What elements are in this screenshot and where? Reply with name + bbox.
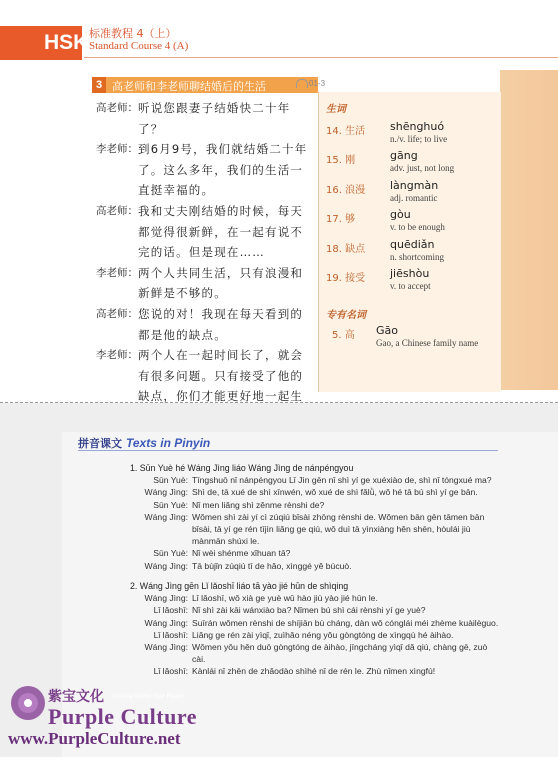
pinyin-text-title: 1. Sūn Yuè hé Wáng Jìng liáo Wáng Jìng de nánpéngyou bbox=[130, 463, 354, 473]
pinyin-line: Liǎng ge rén zài yìqǐ, zuìhǎo néng yǒu gòngtóng de xìngqù hé àihào. bbox=[192, 629, 454, 640]
speaker: 高老师： bbox=[96, 204, 138, 217]
vocab-number: 14. 生活 bbox=[326, 126, 366, 137]
pinyin-line: Wǒmen shì zài yí cì zúqiú bǐsài zhōng rènshi de. Wǒmen bān gēn tāmen bān bbox=[192, 511, 485, 522]
pinyin-speaker: Sūn Yuè: bbox=[153, 499, 188, 510]
pinyin-text-2 bbox=[130, 580, 498, 678]
pinyin-line: Tā bùjǐn zúqiú tī de hǎo, xìnggé yě búcuò. bbox=[192, 560, 352, 571]
pinyin-line: Kànlái nǐ zhēn de zhǎodào shìhé nǐ de rén le. Zhù nǐmen xìngfú! bbox=[192, 666, 436, 677]
dialogue-turn bbox=[96, 263, 312, 304]
vocab-pinyin: gāng bbox=[390, 149, 418, 162]
pinyin-speaker: Lǐ lǎoshī: bbox=[153, 605, 188, 616]
vocab-definition: adv. just, not long bbox=[390, 163, 455, 173]
utterance: 两个人在一起时间长了，就会有很多问题。只有接受了他的缺点，你们才能更好地一起生 bbox=[138, 348, 304, 404]
vocab-definition: n./v. life; to live bbox=[390, 134, 448, 144]
proper-noun-definition: Gao, a Chinese family name bbox=[376, 338, 479, 348]
logo-url[interactable]: www.PurpleCulture.net bbox=[8, 729, 181, 748]
pinyin-speaker bbox=[130, 523, 192, 535]
pinyin-speaker: Sūn Yuè: bbox=[153, 475, 188, 486]
pinyin-line: mànmān shúxi le. bbox=[192, 536, 260, 547]
pinyin-speaker: Sūn Yuè: bbox=[153, 548, 188, 559]
pinyin-heading bbox=[78, 435, 210, 451]
pinyin-speaker bbox=[130, 535, 192, 547]
vocab-number: 17. 够 bbox=[326, 214, 356, 225]
pinyin-speaker: Lǐ lǎoshī: bbox=[153, 629, 188, 640]
pinyin-heading-rule bbox=[78, 450, 498, 451]
pinyin-line: Lǐ lǎoshī, wǒ xià ge yuè wǔ hào jiù yào jié hūn le. bbox=[192, 593, 378, 604]
vocab-pinyin: làngmàn bbox=[390, 179, 439, 192]
vocab-definition: v. to be enough bbox=[390, 222, 445, 232]
pinyin-line: Nǐ wèi shénme xǐhuan tā? bbox=[192, 548, 291, 559]
speaker: 李老师： bbox=[96, 349, 138, 362]
vocab-number: 19. 接受 bbox=[326, 273, 366, 284]
vocab-pinyin: quēdiǎn bbox=[390, 238, 435, 251]
pinyin-speaker: Wáng Jìng: bbox=[144, 487, 188, 498]
pinyin-speaker: Wáng Jìng: bbox=[144, 593, 188, 604]
hsk-badge: HSK bbox=[0, 26, 82, 60]
vocab-pinyin: jiēshòu bbox=[390, 267, 430, 280]
pinyin-line: Wǒmen yǒu hěn duō gòngtóng de àihào, jīngcháng yìqǐ dǎ qiú, chàng gē, zuò bbox=[192, 642, 488, 653]
section-number: 3 bbox=[92, 77, 106, 93]
dialogue-turn bbox=[96, 304, 312, 345]
logo-tagline: A China Within Your Reach bbox=[112, 694, 185, 700]
side-panel bbox=[500, 70, 558, 390]
utterance: 到6月9号，我们就结婚二十年了。这么多年，我们的生活一直挺幸福的。 bbox=[138, 142, 308, 198]
pinyin-heading-en: Texts in Pinyin bbox=[126, 436, 211, 450]
pinyin-heading-cn: 拼音课文 bbox=[78, 437, 122, 450]
cut-line bbox=[0, 402, 558, 403]
utterance: 我和丈夫刚结婚的时候，每天都觉得很新鲜，在一起有说不完的话。但是现在…… bbox=[138, 203, 304, 260]
header-divider bbox=[84, 57, 558, 58]
pinyin-speaker: Wáng Jìng: bbox=[144, 560, 188, 571]
proper-noun-pinyin: Gāo bbox=[376, 324, 398, 337]
audio-track[interactable]: 01-3 bbox=[309, 79, 326, 88]
pinyin-speaker: Lǐ lǎoshī: bbox=[153, 666, 188, 677]
utterance: 听说您跟妻子结婚快二十年了？ bbox=[138, 101, 291, 136]
pinyin-line: Nǐ shì zài kāi wánxiào ba? Nǐmen bú shì cái rènshi yí ge yuè? bbox=[192, 605, 426, 616]
vocab-pinyin: shēnghuó bbox=[390, 120, 445, 133]
pinyin-line: Nǐ men liǎng shì zěnme rènshi de? bbox=[192, 499, 325, 510]
vocab-number: 18. 缺点 bbox=[326, 244, 366, 255]
speaker: 李老师： bbox=[96, 143, 138, 156]
pinyin-speaker: Wáng Jìng: bbox=[144, 511, 188, 522]
purple-culture-logo-icon bbox=[8, 683, 48, 723]
book-subtitle: Standard Course 4 (A) bbox=[89, 40, 189, 52]
pinyin-speaker: Wáng Jìng: bbox=[144, 642, 188, 653]
proper-noun-number: 5. 高 bbox=[332, 330, 355, 341]
pinyin-line: bǐsài, tā yí ge rén tījìn liǎng ge qiú, wǒ duì tā yìnxiàng hěn shēn, hòulái jiù bbox=[192, 524, 471, 535]
dialogue-turn bbox=[96, 201, 312, 263]
proper-noun-heading: 专有名词 bbox=[326, 310, 366, 321]
vocab-definition: v. to accept bbox=[390, 281, 431, 291]
vocab-definition: n. shortcoming bbox=[390, 252, 444, 262]
book-title: 标准教程 4（上） bbox=[89, 27, 177, 40]
speaker: 李老师： bbox=[96, 266, 138, 279]
pinyin-speaker bbox=[130, 653, 192, 665]
speaker: 高老师： bbox=[96, 102, 138, 114]
utterance: 两个人共同生活，只有浪漫和新鲜是不够的。 bbox=[138, 265, 304, 301]
pinyin-line: Suīrán wǒmen rènshi de shíjiān bù cháng, dàn wǒ cónglái méi zhème kuàilèguo. bbox=[192, 617, 499, 628]
logo-chinese-name: 紫宝文化 bbox=[48, 689, 104, 705]
dialogue-turn bbox=[96, 98, 312, 139]
dialogue-turn bbox=[96, 139, 312, 201]
headphones-icon[interactable] bbox=[296, 79, 308, 88]
logo-name: Purple Culture bbox=[48, 704, 197, 729]
vocab-number: 16. 浪漫 bbox=[326, 185, 366, 196]
pinyin-line: Tīngshuō nǐ nánpéngyou Lǐ Jìn gēn nǐ shì yí ge xuéxiào de, shì nǐ tóngxué ma? bbox=[192, 475, 492, 486]
pinyin-text-1 bbox=[130, 462, 492, 572]
section-title: 高老师和李老师聊结婚后的生活 bbox=[112, 80, 266, 93]
vocab-number: 15. 刚 bbox=[326, 155, 356, 166]
speaker: 高老师： bbox=[96, 307, 138, 320]
vocab-pinyin: gòu bbox=[390, 208, 411, 221]
vocab-heading: 生词 bbox=[326, 104, 346, 115]
section-band bbox=[92, 77, 318, 93]
pinyin-speaker: Wáng Jìng: bbox=[144, 617, 188, 628]
utterance: 您说的对！我现在每天看到的都是他的缺点。 bbox=[138, 306, 304, 342]
pinyin-line: cài. bbox=[192, 654, 206, 665]
dialogue bbox=[96, 98, 312, 428]
vocab-definition: adj. romantic bbox=[390, 193, 438, 203]
pinyin-text-title: 2. Wáng Jìng gēn Lǐ lǎoshī liáo tā yào jié hūn de shìqing bbox=[130, 581, 349, 591]
pinyin-line: Shì de, tā xué de shì xīnwén, wǒ xué de shì fǎlǜ, wǒ hé tā bú shì yí ge bān. bbox=[192, 487, 478, 498]
